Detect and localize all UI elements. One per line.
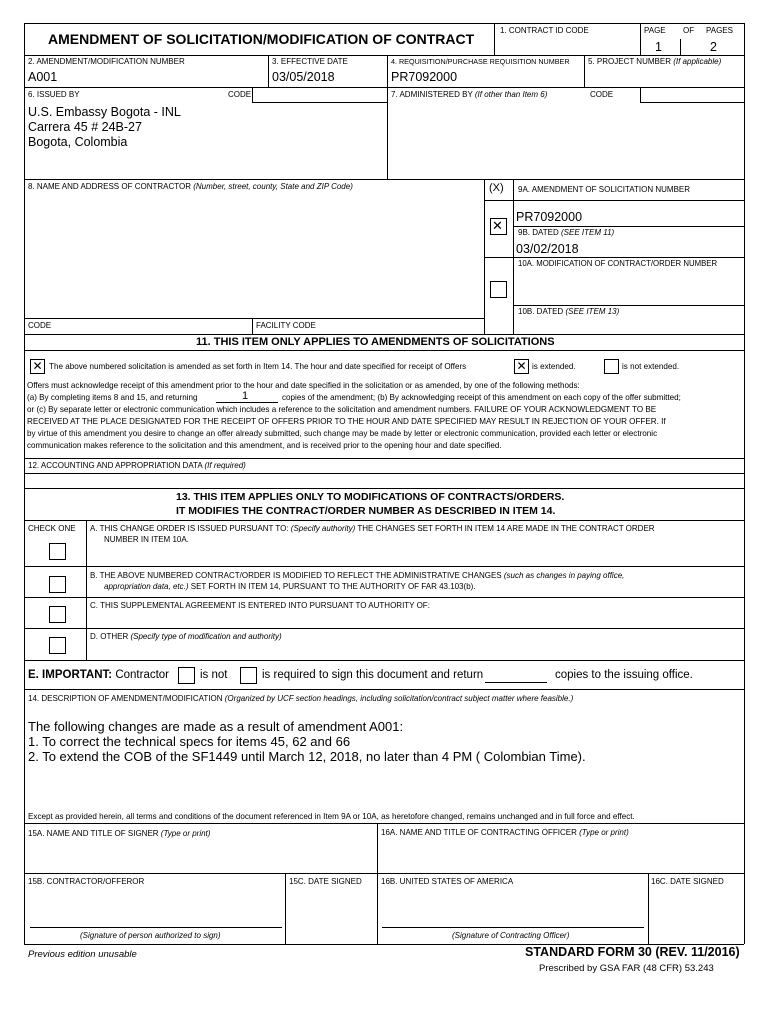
- signature-line: [382, 927, 644, 928]
- is-not-label: is not: [200, 669, 228, 681]
- contractor-note: (Number, street, county, State and ZIP Code): [193, 182, 353, 191]
- important-label: E. IMPORTANT:: [28, 669, 113, 681]
- pages-label: PAGES: [706, 26, 733, 35]
- item-13d-text: D. OTHER: [90, 632, 129, 641]
- issued-by-label: 6. ISSUED BY: [28, 90, 80, 99]
- 9b-dated-label: 9B. DATED: [518, 228, 559, 237]
- item-11-para-1: Offers must acknowledge receipt of this amendment prior to the hour and date specified in the solicitation or as amended, by one of the following methods:: [27, 381, 580, 390]
- project-number-note: (If applicable): [673, 57, 722, 66]
- signature-officer-caption: (Signature of Contracting Officer): [452, 931, 570, 940]
- item-13-heading-1: 13. THIS ITEM APPLIES ONLY TO MODIFICATIONS OF CONTRACTS/ORDERS.: [176, 491, 565, 503]
- divider: [252, 102, 387, 103]
- pages-value[interactable]: 2: [710, 40, 717, 54]
- divider: [494, 23, 495, 55]
- divider: [24, 873, 744, 874]
- modification-contract-label: 10A. MODIFICATION OF CONTRACT/ORDER NUMBER: [518, 259, 718, 268]
- item-11-heading: 11. THIS ITEM ONLY APPLIES TO AMENDMENTS OF SOLICITATIONS: [196, 336, 555, 348]
- item-13c-text: C. THIS SUPPLEMENTAL AGREEMENT IS ENTERED INTO PURSUANT TO AUTHORITY OF:: [90, 601, 430, 610]
- effective-date-value[interactable]: 03/05/2018: [272, 70, 335, 84]
- divider: [484, 200, 744, 201]
- important-contractor: Contractor: [115, 669, 170, 681]
- item-11-para-3: or (c) By separate letter or electronic communication which includes a reference to the solicitation and amendment numbers. FAILURE OF YOUR ACKNOWLEDGMENT TO BE: [27, 405, 657, 414]
- divider: [252, 87, 253, 102]
- is-required-label: is required to sign this document and return: [262, 669, 484, 681]
- divider: [24, 597, 744, 598]
- item-11-para-4: RECEIVED AT THE PLACE DESIGNATED FOR THE RECEIPT OF OFFERS PRIOR TO THE HOUR AND DATE SPECIFIED MAY RESULT IN REJECTION OF YOUR OFFER. If: [27, 417, 666, 426]
- extended-label: is extended.: [532, 362, 576, 371]
- item-11-para-6: communication makes reference to the solicitation and this amendment, and is received prior to the opening hour and date specified.: [27, 441, 502, 450]
- not-extended-checkbox[interactable]: [604, 359, 619, 374]
- signature-line: [30, 927, 282, 928]
- accounting-data-label: 12. ACCOUNTING AND APPROPRIATION DATA: [28, 461, 203, 470]
- item-13b-checkbox[interactable]: [49, 576, 66, 593]
- prescribed-by-text: Prescribed by GSA FAR (48 CFR) 53.243: [539, 963, 714, 974]
- divider: [648, 873, 649, 944]
- item-13b-note-1: (such as changes in paying office,: [503, 571, 625, 580]
- divider: [377, 823, 378, 944]
- 9a-check-mark: ✕: [492, 218, 503, 233]
- divider: [24, 318, 484, 319]
- issued-by-code-label: CODE: [228, 90, 252, 99]
- item-11-para-5: by virtue of this amendment you desire to change an offer already submitted, such change may be made by letter or electronic communication, provided each letter or electronic: [27, 429, 658, 438]
- extended-check-mark: ✕: [516, 359, 527, 373]
- accounting-data-note: (If required): [204, 461, 246, 470]
- divider: [24, 458, 744, 459]
- issued-by-line-3[interactable]: Bogota, Colombia: [28, 135, 128, 149]
- item-13a-checkbox[interactable]: [49, 543, 66, 560]
- divider: [24, 179, 744, 180]
- item-13a-text-pre: A. THIS CHANGE ORDER IS ISSUED PURSUANT TO:: [90, 524, 289, 533]
- facility-code-label: FACILITY CODE: [256, 321, 316, 330]
- divider: [252, 318, 253, 334]
- divider: [24, 689, 744, 690]
- description-line-3[interactable]: 2. To extend the COB of the SF1449 until March 12, 2018, no later than 4 PM ( Colombian Time).: [28, 749, 586, 764]
- frame-right: [744, 23, 745, 944]
- divider: [24, 473, 744, 474]
- divider: [513, 305, 744, 306]
- contractor-date-signed-label: 15C. DATE SIGNED: [289, 877, 362, 886]
- item-13a-note: (Specify authority): [290, 524, 356, 533]
- divider: [24, 823, 744, 824]
- check-one-label: CHECK ONE: [28, 524, 76, 533]
- divider: [24, 566, 744, 567]
- divider: [24, 334, 744, 335]
- contracting-officer-label: 16A. NAME AND TITLE OF CONTRACTING OFFICER: [381, 828, 577, 837]
- 10b-dated-label: 10B. DATED: [518, 307, 564, 316]
- divider: [24, 87, 744, 88]
- issued-by-line-2[interactable]: Carrera 45 # 24B-27: [28, 120, 142, 134]
- item-13c-checkbox[interactable]: [49, 606, 66, 623]
- 9b-dated-value[interactable]: 03/02/2018: [516, 242, 579, 256]
- divider: [24, 660, 744, 661]
- divider: [680, 39, 681, 55]
- signer-name-note: (Type or print): [160, 829, 211, 838]
- divider: [640, 23, 641, 55]
- copies-blank-underline: [485, 682, 547, 683]
- divider: [86, 520, 87, 660]
- item-11-para-2b: copies of the amendment; (b) By acknowledging receipt of this amendment on each copy of the offer submitted;: [282, 393, 681, 402]
- item-13d-note: (Specify type of modification and authority): [130, 632, 282, 641]
- divider: [24, 55, 744, 56]
- item-13a-line-2: NUMBER IN ITEM 10A.: [104, 535, 189, 544]
- divider: [513, 226, 744, 227]
- item-11-para-2a: (a) By completing items 8 and 15, and returning: [27, 393, 198, 402]
- amendment-solicitation-value[interactable]: PR7092000: [516, 210, 583, 224]
- is-not-checkbox[interactable]: [178, 667, 195, 684]
- 10a-checkbox[interactable]: [490, 281, 507, 298]
- 10b-dated-note: (SEE ITEM 13): [565, 307, 620, 316]
- previous-edition-note: Previous edition unusable: [28, 949, 137, 960]
- divider: [24, 520, 744, 521]
- united-states-label: 16B. UNITED STATES OF AMERICA: [381, 877, 514, 886]
- divider: [268, 55, 269, 87]
- divider: [24, 488, 744, 489]
- standard-form-number: STANDARD FORM 30 (REV. 11/2016): [525, 945, 740, 959]
- administered-by-code-label: CODE: [590, 90, 614, 99]
- item-13b-text-pre: B. THE ABOVE NUMBERED CONTRACT/ORDER IS MODIFIED TO REFLECT THE ADMINISTRATIVE CHANGES: [90, 571, 502, 580]
- item-11-amended-check-mark: ✕: [32, 359, 43, 373]
- item-13a-text-post: THE CHANGES SET FORTH IN ITEM 14 ARE MADE IN THE CONTRACT ORDER: [357, 524, 655, 533]
- form-title: AMENDMENT OF SOLICITATION/MODIFICATION OF CONTRACT: [48, 31, 475, 47]
- divider: [584, 55, 585, 87]
- item-13-heading-2: IT MODIFIES THE CONTRACT/ORDER NUMBER AS DESCRIBED IN ITEM 14.: [176, 505, 556, 517]
- divider: [285, 873, 286, 944]
- item-11-amended-text: The above numbered solicitation is amended as set forth in Item 14. The hour and date specified for receipt of Offers: [49, 362, 467, 371]
- administered-by-note: (If other than Item 6): [474, 90, 548, 99]
- contract-id-label: 1. CONTRACT ID CODE: [500, 26, 589, 35]
- divider: [387, 55, 388, 179]
- issued-by-line-1[interactable]: U.S. Embassy Bogota - INL: [28, 105, 181, 119]
- contractor-offeror-label: 15B. CONTRACTOR/OFFEROR: [28, 877, 145, 886]
- copies-returned-value[interactable]: 1: [242, 390, 249, 402]
- amendment-number-value[interactable]: A001: [28, 70, 58, 84]
- contracting-officer-note: (Type or print): [579, 828, 629, 837]
- item-13d-checkbox[interactable]: [49, 637, 66, 654]
- frame-left: [24, 23, 25, 944]
- requisition-number-label: 4. REQUISITION/PURCHASE REQUISITION NUMBER: [391, 57, 570, 66]
- officer-date-signed-label: 16C. DATE SIGNED: [651, 877, 724, 886]
- amendment-solicitation-label: 9A. AMENDMENT OF SOLICITATION NUMBER: [518, 185, 691, 194]
- page-label: PAGE: [644, 26, 666, 35]
- not-extended-label: is not extended.: [622, 362, 680, 371]
- divider: [640, 102, 744, 103]
- divider: [484, 257, 744, 258]
- description-line-2[interactable]: 1. To correct the technical specs for items 45, 62 and 66: [28, 734, 351, 749]
- page-value[interactable]: 1: [655, 40, 662, 54]
- effective-date-label: 3. EFFECTIVE DATE: [272, 57, 348, 66]
- except-provided-text: Except as provided herein, all terms and conditions of the document referenced in Item 9A or 10A, as heretofore changed, remains unchanged and in full force and effect.: [28, 812, 635, 821]
- contractor-label: 8. NAME AND ADDRESS OF CONTRACTOR: [28, 182, 191, 191]
- x-column-label: (X): [489, 182, 504, 194]
- divider: [24, 628, 744, 629]
- copies-issuing-label: copies to the issuing office.: [555, 669, 693, 681]
- description-line-1[interactable]: The following changes are made as a result of amendment A001:: [28, 719, 404, 734]
- requisition-number-value[interactable]: PR7092000: [391, 70, 458, 84]
- 9b-dated-note: (SEE ITEM 11): [560, 228, 615, 237]
- description-label: 14. DESCRIPTION OF AMENDMENT/MODIFICATION: [28, 694, 223, 703]
- is-required-checkbox[interactable]: [240, 667, 257, 684]
- contractor-code-label: CODE: [28, 321, 52, 330]
- signature-person-caption: (Signature of person authorized to sign): [80, 931, 221, 940]
- item-13b-note-2: appropriation data, etc.): [104, 582, 189, 591]
- administered-by-label: 7. ADMINISTERED BY: [391, 90, 473, 99]
- project-number-label: 5. PROJECT NUMBER: [588, 57, 671, 66]
- description-note: (Organized by UCF section headings, including solicitation/contract subject matter where feasible.): [224, 694, 574, 703]
- item-13b-text-post: SET FORTH IN ITEM 14, PURSUANT TO THE AUTHORITY OF FAR 43.103(b).: [190, 582, 476, 591]
- signer-name-label: 15A. NAME AND TITLE OF SIGNER: [28, 829, 159, 838]
- of-label: OF: [683, 26, 695, 35]
- divider: [24, 350, 744, 351]
- frame-top: [24, 23, 744, 24]
- divider: [640, 87, 641, 102]
- amendment-number-label: 2. AMENDMENT/MODIFICATION NUMBER: [28, 57, 185, 66]
